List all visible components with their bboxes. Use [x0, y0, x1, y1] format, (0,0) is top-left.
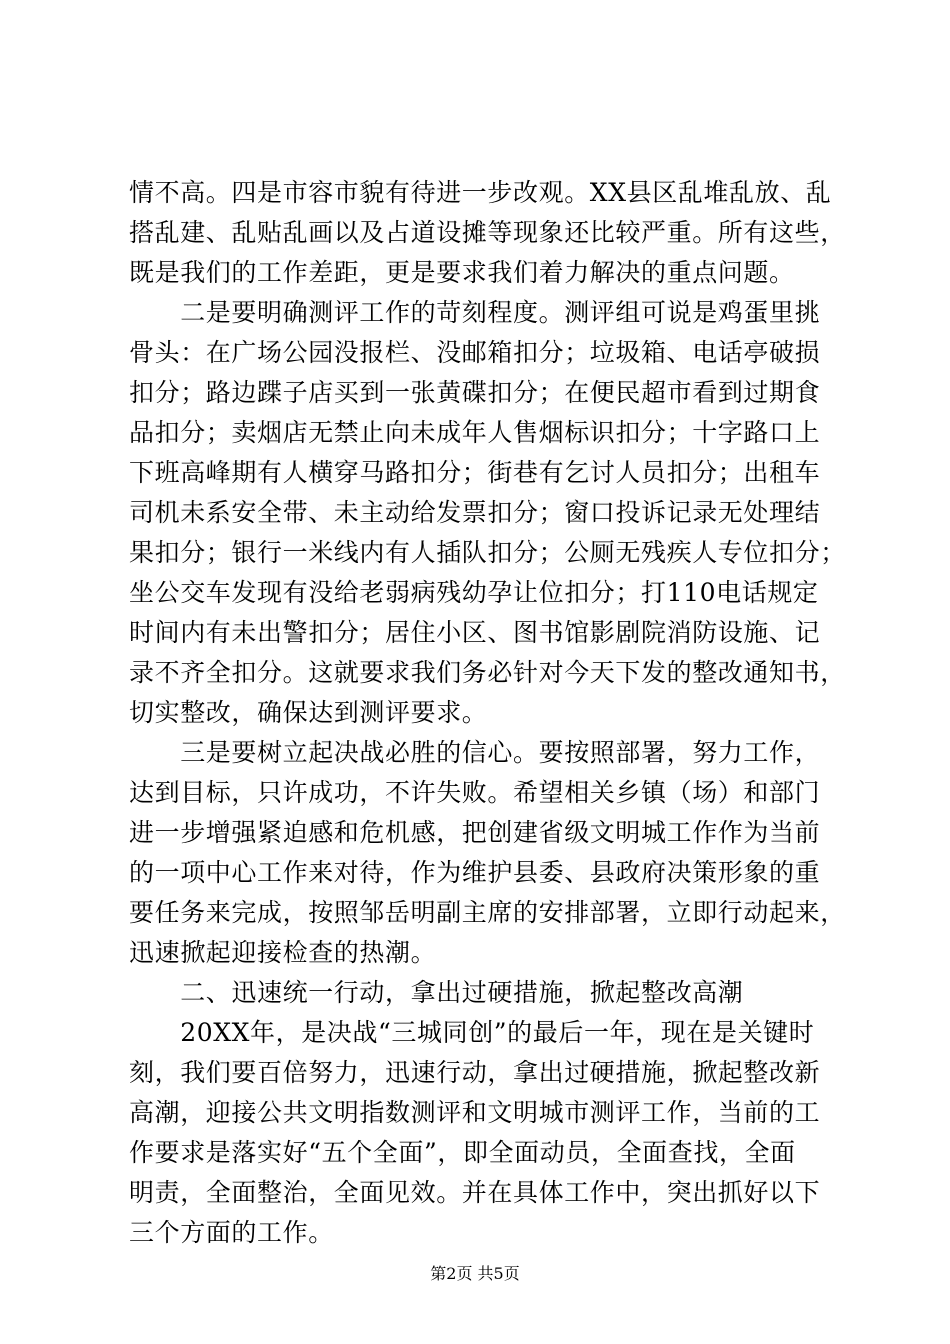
body-text-line: 要任务来完成，按照邹岳明副主席的安排部署，立即行动起来，	[129, 898, 846, 927]
page-footer: 第2页 共5页	[430, 1264, 520, 1283]
body-text-line: 作要求是落实好“五个全面”，即全面动员，全面查找，全面	[129, 1138, 796, 1167]
body-text-line: 二是要明确测评工作的苛刻程度。测评组可说是鸡蛋里挑	[129, 298, 821, 327]
body-text-line: 下班高峰期有人横穿马路扣分；街巷有乞讨人员扣分；出租车	[129, 458, 821, 487]
body-text-line: 明责，全面整治，全面见效。并在具体工作中，突出抓好以下	[129, 1178, 821, 1207]
body-text-line: 达到目标，只许成功，不许失败。希望相关乡镇（场）和部门	[129, 778, 821, 807]
body-text-line: 品扣分；卖烟店无禁止向未成年人售烟标识扣分；十字路口上	[129, 418, 821, 447]
section-heading: 二、迅速统一行动，拿出过硬措施，掀起整改高潮	[129, 978, 744, 1007]
body-text-line: 切实整改，确保达到测评要求。	[129, 698, 488, 727]
body-text-line: 扣分；路边蹀子店买到一张黄碟扣分；在便民超市看到过期食	[129, 378, 821, 407]
body-text-line: 的一项中心工作来对待，作为维护县委、县政府决策形象的重	[129, 858, 821, 887]
body-text-line: 时间内有未出警扣分；居住小区、图书馆影剧院消防设施、记	[129, 618, 821, 647]
body-text-line: 进一步增强紧迫感和危机感，把创建省级文明城工作作为当前	[129, 818, 821, 847]
body-text-line: 三个方面的工作。	[129, 1218, 334, 1247]
body-text-line: 迅速掀起迎接检查的热潮。	[129, 938, 437, 967]
body-text-line: 录不齐全扣分。这就要求我们务必针对今天下发的整改通知书，	[129, 658, 846, 687]
body-text-line: 骨头：在广场公园没报栏、没邮箱扣分；垃圾箱、电话亭破损	[129, 338, 821, 367]
body-text-line: 三是要树立起决战必胜的信心。要按照部署，努力工作，	[129, 738, 821, 767]
body-text-line: 既是我们的工作差距，更是要求我们着力解决的重点问题。	[129, 258, 795, 287]
body-text-line: 情不高。四是市容市貌有待进一步改观。XX县区乱堆乱放、乱	[129, 178, 832, 207]
body-text-line: 刻，我们要百倍努力，迅速行动，拿出过硬措施，掀起整改新	[129, 1058, 821, 1087]
body-text-line: 司机未系安全带、未主动给发票扣分；窗口投诉记录无处理结	[129, 498, 821, 527]
body-text-line: 高潮，迎接公共文明指数测评和文明城市测评工作，当前的工	[129, 1098, 821, 1127]
body-text-line: 果扣分；银行一米线内有人插队扣分；公厕无残疾人专位扣分；	[129, 538, 846, 567]
body-text-line: 20XX年，是决战“三城同创”的最后一年，现在是关键时	[129, 1018, 815, 1047]
body-text-line: 搭乱建、乱贴乱画以及占道设摊等现象还比较严重。所有这些，	[129, 218, 846, 247]
body-text-line: 坐公交车发现有没给老弱病残幼孕让位扣分；打110电话规定	[129, 578, 819, 607]
